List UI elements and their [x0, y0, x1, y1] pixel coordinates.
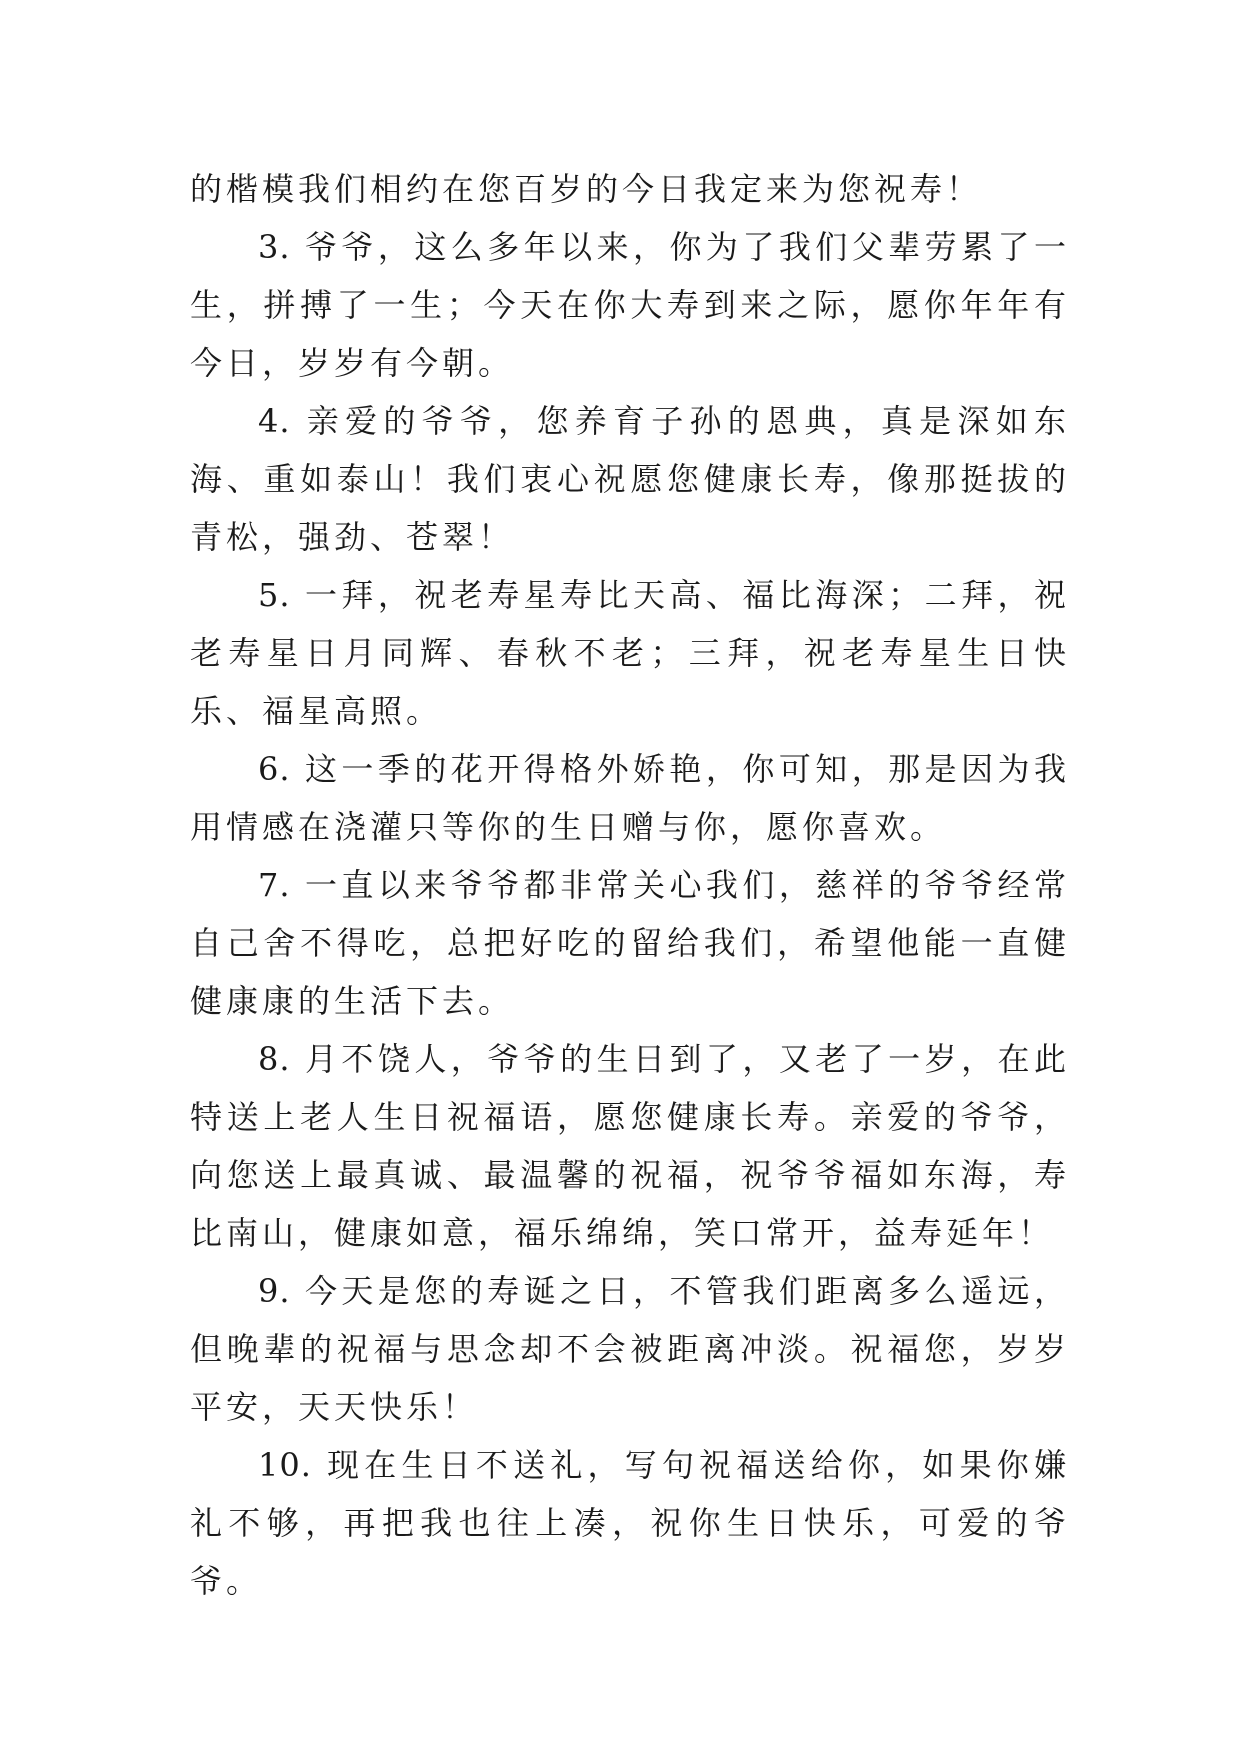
item-number: 8.	[258, 1040, 291, 1078]
list-item	[190, 1436, 1070, 1610]
item-number: 3.	[258, 228, 291, 266]
item-text: 这一季的花开得格外娇艳，你可知，那是因为我用情感在浇灌只等你的生日赠与你，愿你喜欢。	[190, 750, 1070, 846]
list-item	[190, 566, 1070, 740]
list-item	[190, 1262, 1070, 1436]
item-number: 7.	[258, 866, 291, 904]
list-item	[190, 218, 1070, 392]
list-item	[190, 856, 1070, 1030]
item-number: 9.	[258, 1272, 291, 1310]
item-number: 5.	[258, 576, 291, 614]
item-text: 亲爱的爷爷，您养育子孙的恩典，真是深如东海、重如泰山！我们衷心祝愿您健康长寿，像那挺拔的青松，强劲、苍翠！	[190, 402, 1070, 556]
list-item	[190, 740, 1070, 856]
document-body	[190, 160, 1070, 1610]
item-text: 月不饶人，爷爷的生日到了，又老了一岁，在此特送上老人生日祝福语，愿您健康长寿。亲爱的爷爷，向您送上最真诚、最温馨的祝福，祝爷爷福如东海，寿比南山，健康如意，福乐绵绵，笑口常开，益寿延年！	[190, 1040, 1070, 1252]
continuation-paragraph: 的楷模我们相约在您百岁的今日我定来为您祝寿！	[190, 170, 983, 208]
item-text: 一拜，祝老寿星寿比天高、福比海深；二拜，祝老寿星日月同辉、春秋不老；三拜，祝老寿星生日快乐、福星高照。	[190, 576, 1070, 730]
item-text: 爷爷，这么多年以来，你为了我们父辈劳累了一生，拼搏了一生；今天在你大寿到来之际，愿你年年有今日，岁岁有今朝。	[190, 228, 1070, 382]
item-text: 现在生日不送礼，写句祝福送给你，如果你嫌礼不够，再把我也往上凑，祝你生日快乐，可爱的爷爷。	[190, 1446, 1070, 1600]
item-text: 一直以来爷爷都非常关心我们，慈祥的爷爷经常自己舍不得吃，总把好吃的留给我们，希望他能一直健健康康的生活下去。	[190, 866, 1070, 1020]
item-number: 6.	[258, 750, 291, 788]
list-item	[190, 392, 1070, 566]
item-number: 4.	[258, 402, 291, 440]
item-number: 10.	[258, 1446, 312, 1484]
list-item	[190, 1030, 1070, 1262]
item-text: 今天是您的寿诞之日，不管我们距离多么遥远，但晚辈的祝福与思念却不会被距离冲淡。祝福您，岁岁平安，天天快乐！	[190, 1272, 1070, 1426]
